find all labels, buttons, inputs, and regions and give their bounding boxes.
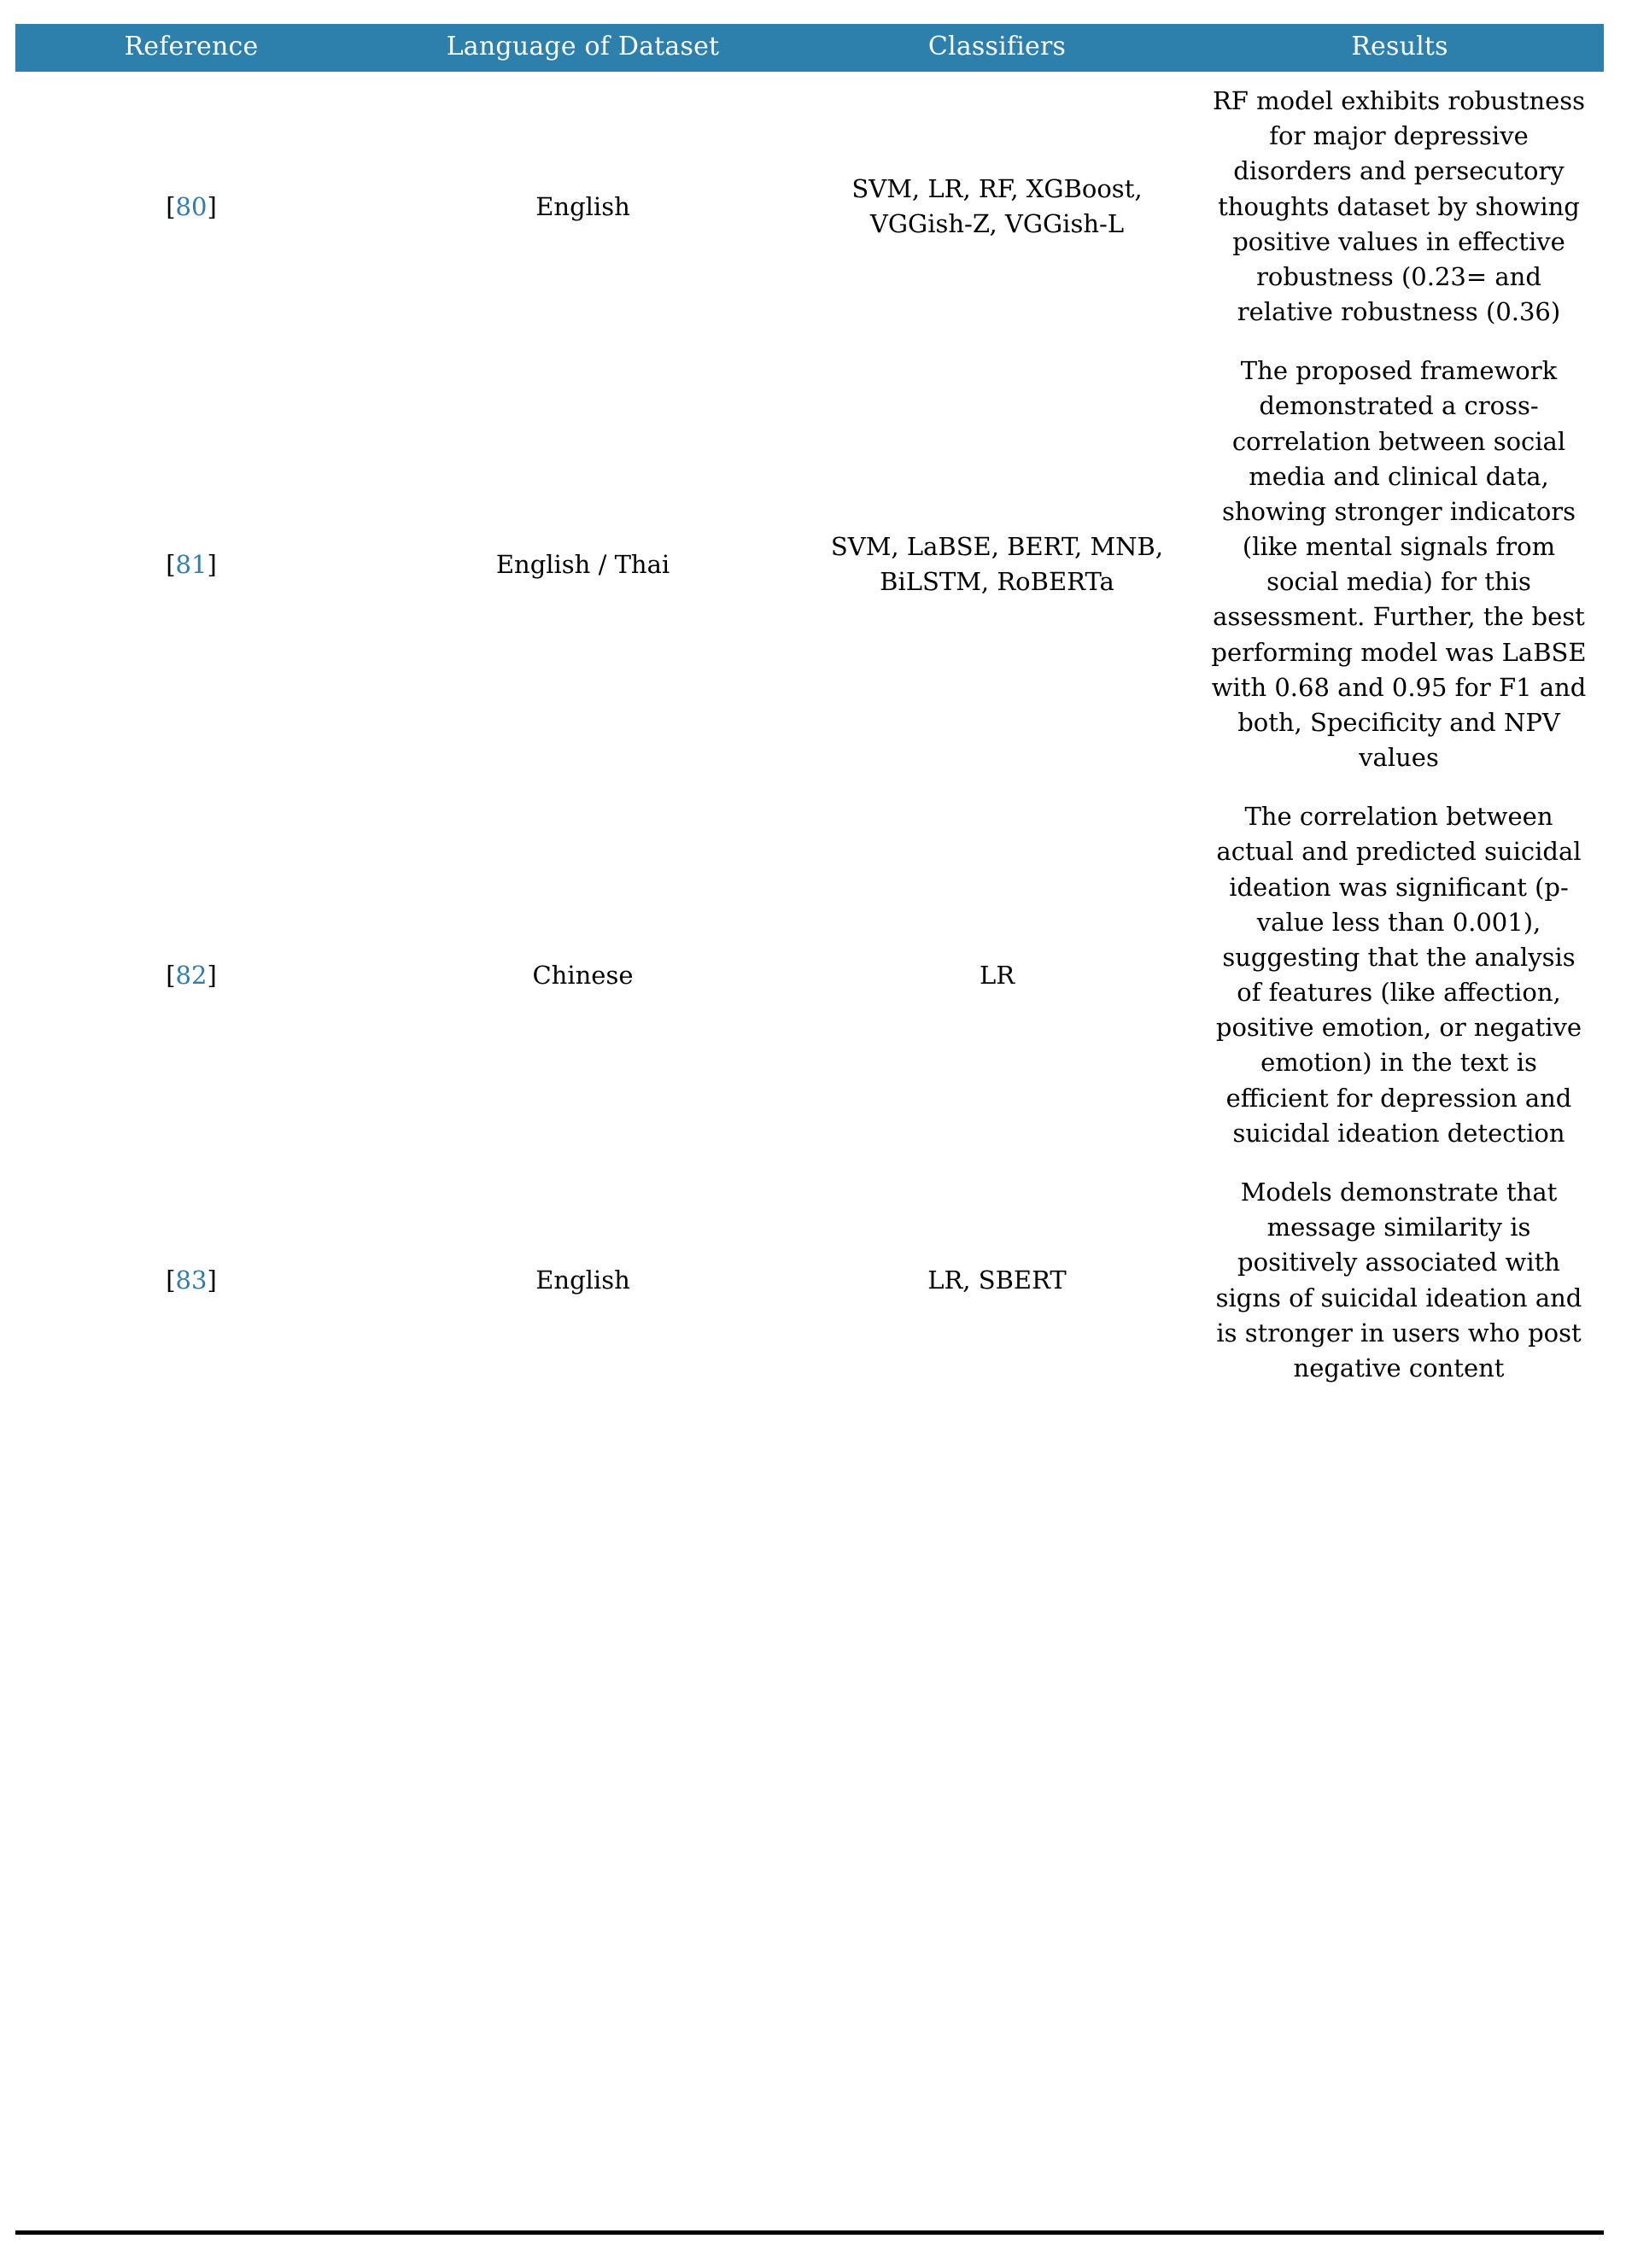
cell-language: English [535,191,630,221]
cell-language: Chinese [532,960,634,990]
citation-bracket-close: ] [207,1265,217,1295]
column-header-classifiers: Classifiers [927,32,1067,61]
column-header-reference: Reference [124,32,259,61]
cell-results: The proposed framework demonstrated a cross-correlation between social media and clinical data, showing stronger indicators (like mental signals from social media) for this assessment. Further, the best performing model was LaBSE with 0.68 and 0.95 for F1 and both, Specificity and NPV values [1211,356,1587,773]
citation-bracket-open: [ [166,960,176,990]
cell-reference [15,342,367,787]
citation-bracket-close: ] [207,549,217,579]
citation-bracket-open: [ [166,191,176,221]
citation-bracket-open: [ [166,549,176,579]
citation-link[interactable]: 82 [175,960,208,990]
review-table [15,24,1604,1398]
citation-link[interactable]: 80 [175,191,208,221]
cell-classifiers: SVM, LR, RF, XGBoost, VGGish-Z, VGGish-L [851,173,1143,239]
citation-bracket-close: ] [207,191,217,221]
table-row [15,72,1604,342]
cell-reference [15,787,367,1163]
table-body [15,72,1604,1398]
cell-language: English / Thai [495,549,670,579]
cell-reference [15,72,367,342]
column-header-results: Results [1351,32,1448,61]
cell-language: English [535,1265,630,1295]
cell-results: RF model exhibits robustness for major depressive disorders and persecutory thoughts dataset by showing positive values in effective robustness (0.23= and relative robustness (0.36) [1212,86,1586,327]
cell-classifiers: SVM, LaBSE, BERT, MNB, BiLSTM, RoBERTa [830,532,1164,597]
citation-link[interactable]: 83 [175,1265,208,1295]
table-row [15,342,1604,787]
review-table-container [15,24,1604,1398]
cell-classifiers: LR [979,960,1015,990]
table-header [15,24,1604,72]
citation-bracket-close: ] [207,960,217,990]
citation-bracket-open: [ [166,1265,176,1295]
cell-results: The correlation between actual and predicted suicidal ideation was significant (p-value less than 0.001), suggesting that the analysis of features (like affection, positive emotion, or negative emotion) in the text is efficient for depression and suicidal ideation detection [1215,802,1582,1148]
cell-classifiers: LR, SBERT [927,1265,1067,1295]
table-row [15,1163,1604,1398]
table-header-row [15,24,1604,72]
citation-link[interactable]: 81 [175,549,208,579]
cell-results: Models demonstrate that message similarity is positively associated with signs of suicidal ideation and is stronger in users who post negative content [1215,1177,1582,1382]
table-bottom-rule [15,2230,1604,2235]
table-row [15,787,1604,1163]
cell-reference [15,1163,367,1398]
column-header-language: Language of Dataset [446,32,720,61]
